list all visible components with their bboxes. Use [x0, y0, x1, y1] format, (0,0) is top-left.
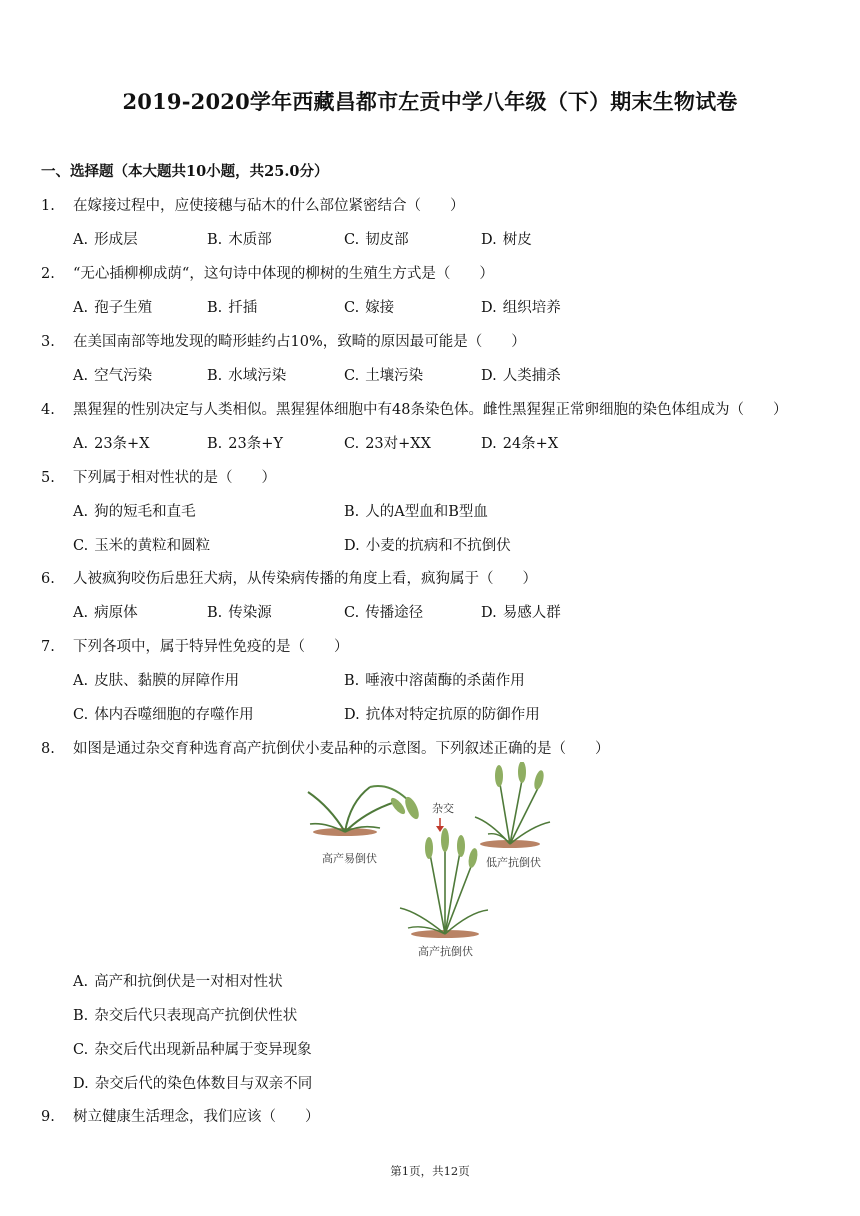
option-d: D. 树皮	[481, 232, 532, 248]
option-c: C. 玉米的黄粒和圆粒	[73, 538, 211, 554]
question-number: 4.	[41, 402, 55, 418]
option-c: C. 嫁接	[344, 300, 395, 316]
page-title: 2019-2020学年西藏昌都市左贡中学八年级（下）期末生物试卷	[122, 89, 738, 114]
label-cross: 杂交	[432, 802, 454, 815]
question-number: 7.	[41, 639, 55, 655]
option-c: C. 传播途径	[344, 605, 424, 621]
question-number: 2.	[41, 266, 55, 282]
question-text: 在嫁接过程中，应使接穗与砧木的什么部位紧密结合（ ）	[73, 198, 465, 214]
option-c: C. 体内吞噬细胞的存噬作用	[73, 707, 254, 723]
question-4	[41, 398, 787, 419]
question-3	[41, 330, 526, 351]
question-number: 6.	[41, 571, 55, 587]
question-text: 下列各项中，属于特异性免疫的是（ ）	[73, 639, 349, 655]
question-text: 下列属于相对性状的是（ ）	[73, 470, 276, 486]
question-number: 9.	[41, 1109, 55, 1125]
question-text: 树立健康生活理念，我们应该（ ）	[73, 1109, 320, 1125]
plant-high-yield-lodging	[308, 786, 422, 836]
plant-high-yield-resistant	[400, 828, 488, 938]
question-9	[41, 1105, 320, 1126]
question-number: 5.	[41, 470, 55, 486]
plant-low-yield-resistant	[475, 762, 550, 848]
option-d: D. 人类捕杀	[481, 368, 561, 384]
label-right: 低产抗倒伏	[486, 856, 541, 869]
question-number: 3.	[41, 334, 55, 350]
question-6	[41, 567, 537, 588]
question-text: 在美国南部等地发现的畸形蛙约占10%，致畸的原因最可能是（ ）	[73, 334, 526, 350]
option-d: D. 小麦的抗病和不抗倒伏	[344, 538, 511, 554]
option-a: A. 皮肤、黏膜的屏障作用	[73, 673, 240, 689]
arrow-down-icon	[436, 818, 444, 832]
option-d: D. 24条+X	[481, 436, 559, 452]
option-c: C. 23对+XX	[344, 436, 431, 452]
option-d: D. 抗体对特定抗原的防御作用	[344, 707, 540, 723]
question-number: 8.	[41, 741, 55, 757]
option-b: B. 23条+Y	[207, 436, 283, 452]
label-bottom: 高产抗倒伏	[418, 945, 473, 958]
page-footer: 第1页，共12页	[390, 1164, 470, 1178]
option-b: B. 扦插	[207, 300, 258, 316]
question-2	[41, 262, 494, 283]
option-a: A. 狗的短毛和直毛	[73, 504, 196, 520]
option-b: B. 传染源	[207, 605, 272, 621]
option-c: C. 杂交后代出现新品种属于变异现象	[73, 1042, 312, 1058]
wheat-hybridization-figure	[300, 762, 560, 962]
option-b: B. 水域污染	[207, 368, 287, 384]
question-1	[41, 194, 465, 215]
question-7	[41, 635, 349, 656]
option-a: A. 高产和抗倒伏是一对相对性状	[73, 974, 283, 990]
option-a: A. 空气污染	[73, 368, 153, 384]
question-number: 1.	[41, 198, 55, 214]
option-a: A. 孢子生殖	[73, 300, 153, 316]
question-text: 人被疯狗咬伤后患狂犬病，从传染病传播的角度上看，疯狗属于（ ）	[73, 571, 537, 587]
option-a: A. 病原体	[73, 605, 138, 621]
option-d: D. 组织培养	[481, 300, 561, 316]
option-b: B. 唾液中溶菌酶的杀菌作用	[344, 673, 525, 689]
question-text: “无心插柳柳成荫“，这句诗中体现的柳树的生殖生方式是（ ）	[73, 266, 494, 282]
question-text: 如图是通过杂交育种选育高产抗倒伏小麦品种的示意图。下列叙述正确的是（ ）	[73, 741, 610, 757]
label-left: 高产易倒伏	[322, 852, 377, 865]
option-b: B. 木质部	[207, 232, 272, 248]
question-text: 黑猩猩的性别决定与人类相似。黑猩猩体细胞中有48条染色体。雌性黑猩猩正常卵细胞的染色体组成为（ ）	[73, 402, 788, 418]
question-5	[41, 466, 276, 487]
option-a: A. 形成层	[73, 232, 138, 248]
option-a: A. 23条+X	[73, 436, 150, 452]
option-c: C. 韧皮部	[344, 232, 409, 248]
option-c: C. 土壤污染	[344, 368, 424, 384]
option-b: B. 人的A型血和B型血	[344, 504, 488, 520]
option-d: D. 杂交后代的染色体数目与双亲不同	[73, 1076, 313, 1092]
option-d: D. 易感人群	[481, 605, 561, 621]
option-b: B. 杂交后代只表现高产抗倒伏性状	[73, 1008, 298, 1024]
question-8	[41, 737, 610, 758]
section-heading: 一、选择题（本大题共10小题，共25.0分）	[41, 163, 329, 180]
